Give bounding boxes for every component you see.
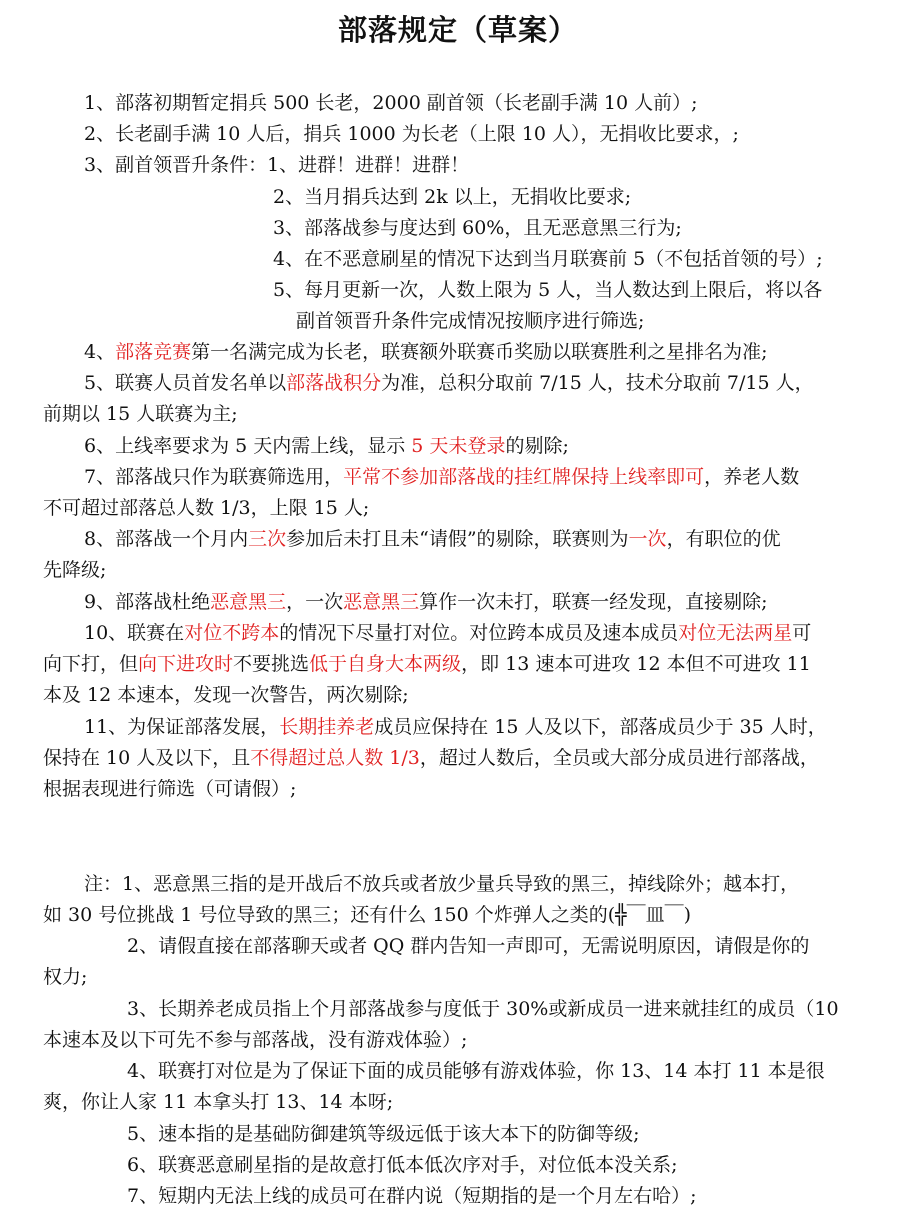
note-3: 3、长期养老成员指上个月部落战参与度低于 30%或新成员一进来就挂红的成员（10	[127, 998, 839, 1020]
rule-4-text: 4、	[84, 341, 116, 363]
rule-3-condition-4: 4、在不恶意刷星的情况下达到当月联赛前 5（不包括首领的号）;	[273, 248, 823, 270]
rule-10-highlight: 向下进攻时	[138, 653, 234, 675]
rule-8-text: 8、部落战一个月内	[84, 528, 249, 550]
rule-11-highlight: 不得超过总人数 1/3	[250, 747, 420, 769]
rule-5-text: 为准，总积分取前 7/15 人，技术分取前 7/15 人，	[381, 372, 814, 394]
rule-3-condition-2: 2、当月捐兵达到 2k 以上，无捐收比要求;	[273, 186, 632, 208]
rule-9	[84, 589, 768, 615]
rule-3-condition-5: 5、每月更新一次，人数上限为 5 人，当人数达到上限后，将以各	[273, 279, 823, 301]
rule-5	[84, 370, 814, 396]
rule-6-text: 6、上线率要求为 5 天内需上线，显示	[84, 435, 412, 457]
rule-4-highlight: 部落竞赛	[115, 341, 192, 363]
rule-8-highlight: 三次	[248, 528, 287, 550]
rule-10-text: 不要挑选	[233, 653, 310, 675]
note-2: 2、请假直接在部落聊天或者 QQ 群内告知一声即可，无需说明原因，请假是你的	[127, 935, 810, 957]
rule-6	[84, 433, 569, 459]
rule-3-condition-3: 3、部落战参与度达到 60%，且无恶意黑三行为;	[273, 217, 682, 239]
rule-11-text: 11、为保证部落发展，	[84, 716, 280, 738]
rule-10-cont-2: 本及 12 本速本，发现一次警告，两次剔除;	[43, 684, 409, 706]
note-7: 7、短期内无法上线的成员可在群内说（短期指的是一个月左右哈）;	[127, 1185, 697, 1207]
note-1-cont: 如 30 号位挑战 1 号位导致的黑三；还有什么 150 个炸弹人之类的(╬￣皿￣)	[43, 904, 692, 926]
rule-7	[84, 464, 799, 490]
rule-10-highlight: 对位无法两星	[678, 622, 793, 644]
rule-3-condition-5-cont: 副首领晋升条件完成情况按顺序进行筛选;	[296, 310, 645, 332]
document-title: 部落规定（草案）	[337, 13, 578, 47]
rule-9-text: ，一次	[286, 591, 344, 613]
rule-11-cont-2: 根据表现进行筛选（可请假）;	[43, 778, 297, 800]
rule-1: 1、部落初期暂定捐兵 500 长老，2000 副首领（长老副手满 10 人前）;	[84, 92, 698, 114]
rule-8-text: ，有职位的优	[666, 528, 781, 550]
rule-10-highlight: 低于自身大本两级	[309, 653, 462, 675]
rule-4	[84, 339, 768, 365]
rule-11-cont	[43, 745, 819, 771]
rule-9-highlight: 恶意黑三	[343, 591, 420, 613]
rule-2: 2、长老副手满 10 人后，捐兵 1000 为长老（上限 10 人），无捐收比要求，;	[84, 123, 739, 145]
rule-8	[84, 526, 781, 552]
rule-7-cont: 不可超过部落总人数 1/3，上限 15 人;	[43, 497, 370, 519]
rule-9-text: 9、部落战杜绝	[84, 591, 211, 613]
rule-5-highlight: 部落战积分	[286, 372, 382, 394]
rule-7-text: ，养老人数	[704, 466, 800, 488]
note-2-cont: 权力;	[43, 966, 88, 988]
rule-3: 3、副首领晋升条件：1、进群！进群！进群！	[84, 154, 470, 176]
rule-10	[84, 620, 811, 646]
rule-10-text: 可	[792, 622, 812, 644]
rule-11-text: 保持在 10 人及以下，且	[43, 747, 251, 769]
rule-11-text: 成员应保持在 15 人及以下，部落成员少于 35 人时，	[374, 716, 827, 738]
rule-7-text: 7、部落战只作为联赛筛选用，	[84, 466, 344, 488]
rule-9-highlight: 恶意黑三	[210, 591, 287, 613]
rule-4-text: 第一名满完成为长老，联赛额外联赛币奖励以联赛胜利之星排名为准;	[191, 341, 768, 363]
rule-7-highlight: 平常不参加部落战的挂红牌保持上线率即可	[343, 466, 705, 488]
rule-6-text: 的剔除;	[505, 435, 569, 457]
rule-9-text: 算作一次未打，联赛一经发现，直接剔除;	[419, 591, 768, 613]
note-3-cont: 本速本及以下可先不参与部落战，没有游戏体验）;	[43, 1029, 468, 1051]
rule-6-highlight: 5 天未登录	[411, 435, 506, 457]
note-5: 5、速本指的是基础防御建筑等级远低于该大本下的防御等级;	[127, 1123, 640, 1145]
rule-5-cont: 前期以 15 人联赛为主;	[43, 403, 238, 425]
rule-10-text: 向下打，但	[43, 653, 139, 675]
note-6: 6、联赛恶意刷星指的是故意打低本低次序对手，对位低本没关系;	[127, 1154, 678, 1176]
rule-8-cont: 先降级;	[43, 559, 107, 581]
rule-11	[84, 714, 827, 740]
note-1: 注：1、恶意黑三指的是开战后不放兵或者放少量兵导致的黑三，掉线除外；越本打，	[84, 873, 800, 895]
rule-5-text: 5、联赛人员首发名单以	[84, 372, 287, 394]
note-4-cont: 爽，你让人家 11 本拿头打 13、14 本呀;	[43, 1091, 394, 1113]
rule-11-highlight: 长期挂养老	[279, 716, 375, 738]
rule-10-text: ，即 13 速本可进攻 12 本但不可进攻 11	[461, 653, 811, 675]
rule-10-text: 的情况下尽量打对位。对位跨本成员及速本成员	[279, 622, 679, 644]
rule-8-text: 参加后未打且未“请假”的剔除，联赛则为	[286, 528, 629, 550]
rule-11-text: ，超过人数后，全员或大部分成员进行部落战，	[419, 747, 819, 769]
rule-10-cont	[43, 651, 811, 677]
note-4: 4、联赛打对位是为了保证下面的成员能够有游戏体验，你 13、14 本打 11 本是很	[127, 1060, 825, 1082]
rule-8-highlight: 一次	[628, 528, 667, 550]
rule-10-text: 10、联赛在	[84, 622, 185, 644]
rule-10-highlight: 对位不跨本	[184, 622, 280, 644]
